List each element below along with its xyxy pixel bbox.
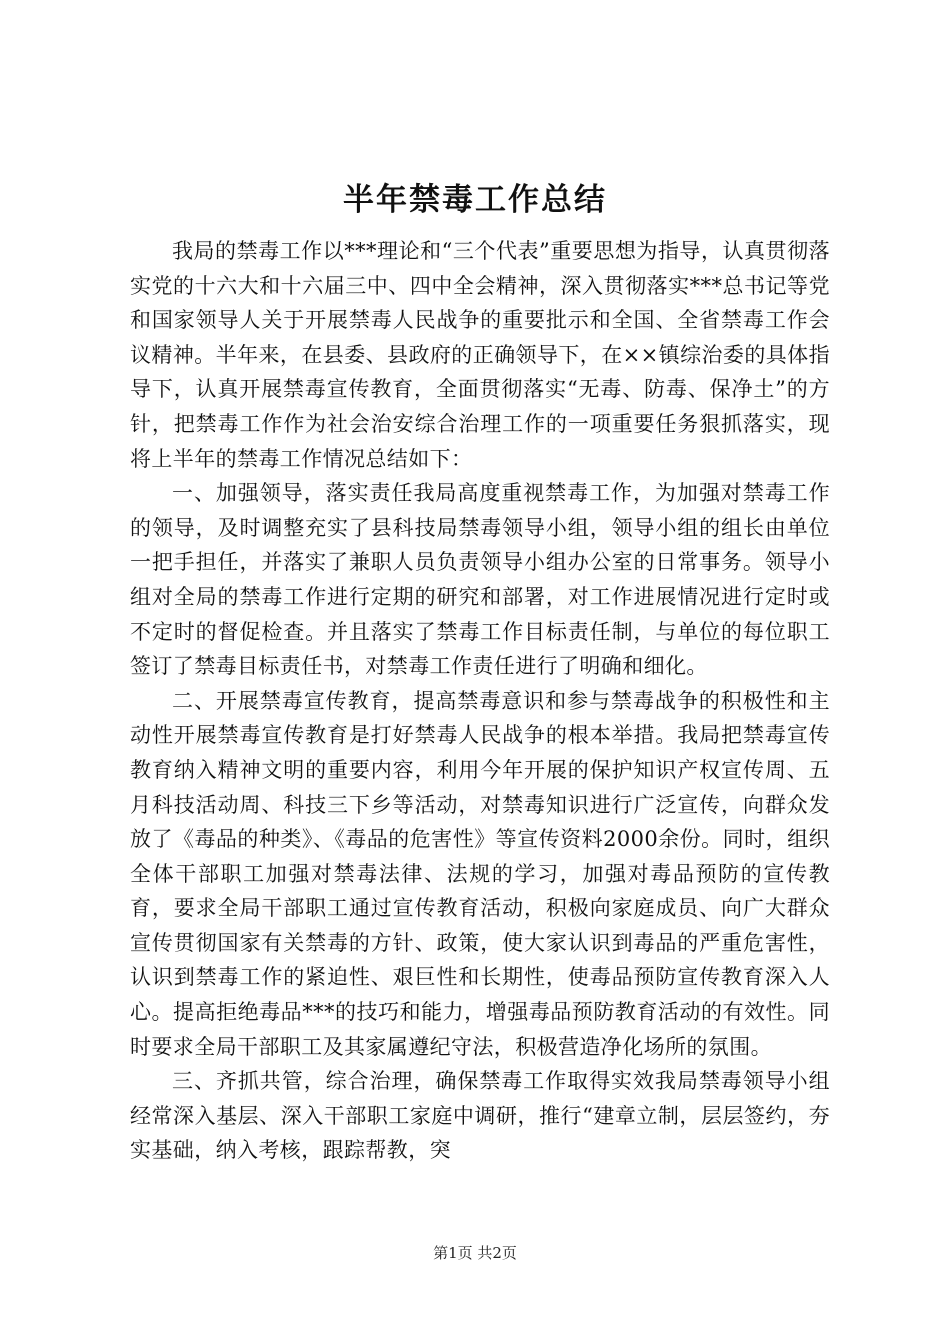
- page-number-footer: 第1页 共2页: [433, 1244, 517, 1262]
- section-one-paragraph: 一、加强领导，落实责任我局高度重视禁毒工作，为加强对禁毒工作的领导，及时调整充实了县科技局禁毒领导小组，领导小组的组长由单位一把手担任，并落实了兼职人员负责领导小组办公室的日常事务。领导小组对全局的禁毒工作进行定期的研究和部署，对工作进展情况进行定时或不定时的督促检查。并且落实了禁毒工作目标责任制，与单位的每位职工签订了禁毒目标责任书，对禁毒工作责任进行了明确和细化。: [130, 481, 830, 679]
- document-body: [130, 234, 830, 1168]
- section-two-paragraph: 二、开展禁毒宣传教育，提高禁毒意识和参与禁毒战争的积极性和主动性开展禁毒宣传教育是打好禁毒人民战争的根本举措。我局把禁毒宣传教育纳入精神文明的重要内容，利用今年开展的保护知识产权宣传周、五月科技活动周、科技三下乡等活动，对禁毒知识进行广泛宣传，向群众发放了《毒品的种类》、《毒品的危害性》等宣传资料2000余份。同时，组织全体干部职工加强对禁毒法律、法规的学习，加强对毒品预防的宣传教育，要求全局干部职工通过宣传教育活动，积极向家庭成员、向广大群众宣传贯彻国家有关禁毒的方针、政策，使大家认识到毒品的严重危害性，认识到禁毒工作的紧迫性、艰巨性和长期性，使毒品预防宣传教育深入人心。提高拒绝毒品***的技巧和能力，增强毒品预防教育活动的有效性。同时要求全局干部职工及其家属遵纪守法，积极营造净化场所的氛围。: [130, 688, 830, 1059]
- intro-paragraph: 我局的禁毒工作以***理论和“三个代表”重要思想为指导，认真贯彻落实党的十六大和十六届三中、四中全会精神，深入贯彻落实***总书记等党和国家领导人关于开展禁毒人民战争的重要批示和全国、全省禁毒工作会议精神。半年来，在县委、县政府的正确领导下，在××镇综治委的具体指导下，认真开展禁毒宣传教育，全面贯彻落实“无毒、防毒、保净土”的方针，把禁毒工作作为社会治安综合治理工作的一项重要任务狠抓落实，现将上半年的禁毒工作情况总结如下：: [130, 239, 830, 471]
- section-three-paragraph: 三、齐抓共管，综合治理，确保禁毒工作取得实效我局禁毒领导小组经常深入基层、深入干部职工家庭中调研，推行“建章立制，层层签约，夯实基础，纳入考核，跟踪帮教，突: [130, 1069, 830, 1163]
- document-title: 半年禁毒工作总结: [343, 182, 607, 218]
